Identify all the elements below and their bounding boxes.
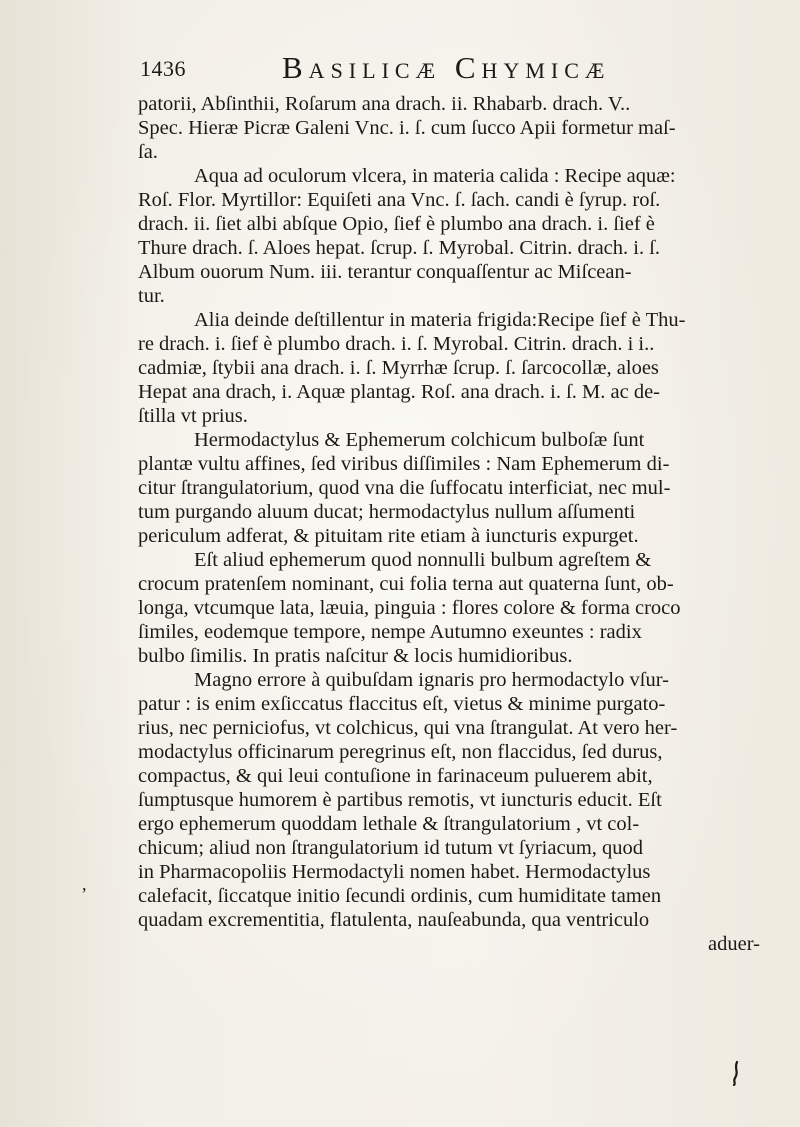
margin-mark: , bbox=[82, 874, 87, 894]
text-line: Thure drach. ſ. Aloes hepat. ſcrup. ſ. Myrobal. Citrin. drach. i. ſ. bbox=[138, 237, 661, 259]
text-line: plantæ vultu affines, ſed viribus diſſimiles : Nam Ephemerum di- bbox=[138, 453, 670, 475]
body-text bbox=[138, 92, 790, 956]
text-line: periculum adferat, & pituitam rite etiam à iuncturis expurget. bbox=[138, 525, 639, 547]
text-line: re drach. i. ſief è plumbo drach. i. ſ. Myrobal. Citrin. drach. i i.. bbox=[138, 333, 655, 355]
paragraph-start-line: Eſt aliud ephemerum quod nonnulli bulbum agreſtem & bbox=[194, 549, 652, 571]
text-line: patur : is enim exſiccatus flaccitus eſt, vietus & minime purgato- bbox=[138, 693, 666, 715]
text-line: Album ouorum Num. iii. terantur conquaſſentur ac Miſcean- bbox=[138, 261, 632, 283]
text-line: ſa. bbox=[138, 141, 158, 163]
text-line: ſtilla vt prius. bbox=[138, 405, 248, 427]
ink-flourish-icon bbox=[728, 1060, 744, 1086]
text-line: longa, vtcumque lata, læuia, pinguia : flores colore & forma croco bbox=[138, 597, 681, 619]
text-line: crocum pratenſem nominant, cui folia terna aut quaterna ſunt, ob- bbox=[138, 573, 674, 595]
text-line: ſimiles, eodemque tempore, nempe Autumno exeuntes : radix bbox=[138, 621, 642, 643]
text-line: drach. ii. ſiet albi abſque Opio, ſief è plumbo ana drach. i. ſief è bbox=[138, 213, 655, 235]
text-line: tur. bbox=[138, 285, 165, 307]
text-line: quadam excrementitia, flatulenta, nauſeabunda, qua ventriculo bbox=[138, 909, 650, 931]
text-line: modactylus officinarum peregrinus eſt, non flaccidus, ſed durus, bbox=[138, 741, 663, 763]
text-line: in Pharmacopoliis Hermodactyli nomen habet. Hermodactylus bbox=[138, 861, 651, 883]
text-line: Hepat ana drach, i. Aquæ plantag. Roſ. ana drach. i. ſ. M. ac de- bbox=[138, 381, 661, 403]
running-title: Basilicæ Chymicæ bbox=[282, 50, 611, 85]
catchword: aduer- bbox=[708, 933, 760, 955]
paragraph-start-line: Hermodactylus & Ephemerum colchicum bulboſæ ſunt bbox=[194, 429, 645, 451]
text-line: citur ſtrangulatorium, quod vna die ſuffocatu interficiat, nec mul- bbox=[138, 477, 671, 499]
text-line: compactus, & qui leui contuſione in farinaceum puluerem abit, bbox=[138, 765, 653, 787]
text-line: rius, nec perniciofus, vt colchicus, qui vna ſtrangulat. At vero her- bbox=[138, 717, 678, 739]
text-line: calefacit, ſiccatque initio ſecundi ordinis, cum humiditate tamen bbox=[138, 885, 662, 907]
paragraph-start-line: Aqua ad oculorum vlcera, in materia calida : Recipe aquæ: bbox=[194, 165, 676, 187]
text-line: Spec. Hieræ Picræ Galeni Vnc. i. ſ. cum ſucco Apii formetur maſ- bbox=[138, 117, 676, 139]
page-number: 1436 bbox=[140, 56, 186, 81]
text-line: chicum; aliud non ſtrangulatorium id tutum vt ſyriacum, quod bbox=[138, 837, 644, 859]
text-line: patorii, Abſinthii, Roſarum ana drach. ii. Rhabarb. drach. V.. bbox=[138, 93, 631, 115]
text-line: cadmiæ, ſtybii ana drach. i. ſ. Myrrhæ ſcrup. ſ. ſarcocollæ, aloes bbox=[138, 357, 659, 379]
text-line: Roſ. Flor. Myrtillor: Equiſeti ana Vnc. ſ. ſach. candi è ſyrup. roſ. bbox=[138, 189, 661, 211]
paragraph-start-line: Alia deinde deſtillentur in materia frigida:Recipe ſief è Thu- bbox=[194, 309, 686, 331]
paragraph-start-line: Magno errore à quibuſdam ignaris pro hermodactylo vſur- bbox=[194, 669, 669, 691]
page-header bbox=[140, 50, 780, 90]
text-line: bulbo ſimilis. In pratis naſcitur & locis humidioribus. bbox=[138, 645, 573, 667]
text-line: tum purgando aluum ducat; hermodactylus nullum aſſumenti bbox=[138, 501, 636, 523]
text-line: ſumptusque humorem è partibus remotis, vt iuncturis educit. Eſt bbox=[138, 789, 662, 811]
text-line: ergo ephemerum quoddam lethale & ſtrangulatorium , vt col- bbox=[138, 813, 640, 835]
